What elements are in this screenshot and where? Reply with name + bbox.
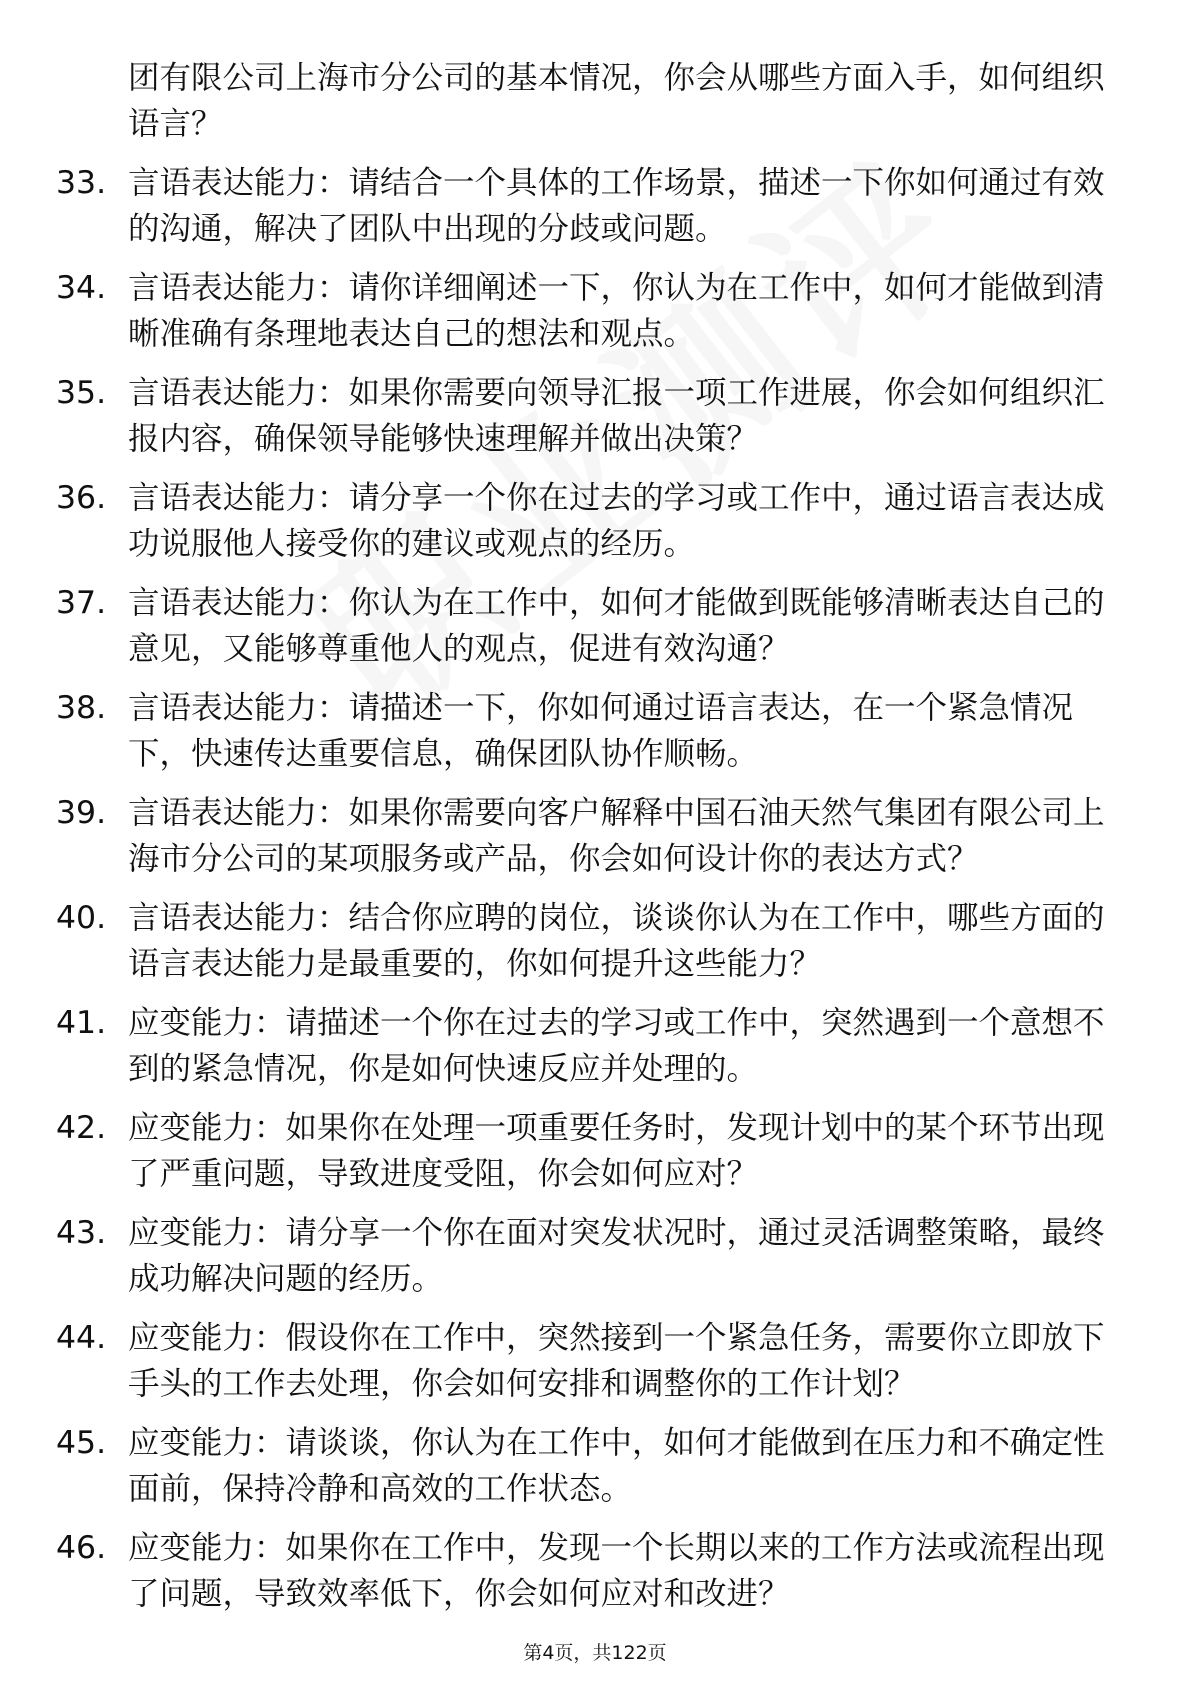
question-text: 言语表达能力：结合你应聘的岗位，谈谈你认为在工作中，哪些方面的语言表达能力是最重要的，你如何提升这些能力？ <box>128 900 1105 982</box>
question-item <box>56 265 1116 357</box>
question-text: 应变能力：如果你在工作中，发现一个长期以来的工作方法或流程出现了问题，导致效率低下，你会如何应对和改进？ <box>128 1530 1105 1612</box>
question-continuation <box>56 55 1116 147</box>
question-item <box>56 685 1116 777</box>
question-item <box>56 370 1116 462</box>
question-text: 应变能力：请谈谈，你认为在工作中，如何才能做到在压力和不确定性面前，保持冷静和高效的工作状态。 <box>128 1425 1105 1507</box>
question-list <box>56 55 1116 1630</box>
question-number: 43. <box>56 1215 107 1251</box>
question-number: 42. <box>56 1110 107 1146</box>
question-item <box>56 1105 1116 1197</box>
question-number: 45. <box>56 1425 107 1461</box>
question-number: 46. <box>56 1530 107 1566</box>
question-text: 言语表达能力：如果你需要向领导汇报一项工作进展，你会如何组织汇报内容，确保领导能够快速理解并做出决策？ <box>128 375 1105 457</box>
question-item <box>56 580 1116 672</box>
question-text: 言语表达能力：请你详细阐述一下，你认为在工作中，如何才能做到清晰准确有条理地表达自己的想法和观点。 <box>128 270 1105 352</box>
question-item <box>56 160 1116 252</box>
question-text: 言语表达能力：请描述一下，你如何通过语言表达，在一个紧急情况下，快速传达重要信息，确保团队协作顺畅。 <box>128 690 1074 772</box>
question-text: 言语表达能力：请结合一个具体的工作场景，描述一下你如何通过有效的沟通，解决了团队中出现的分歧或问题。 <box>128 165 1105 247</box>
question-item <box>56 790 1116 882</box>
question-item <box>56 1420 1116 1512</box>
question-item <box>56 1210 1116 1302</box>
question-text: 应变能力：请描述一个你在过去的学习或工作中，突然遇到一个意想不到的紧急情况，你是如何快速反应并处理的。 <box>128 1005 1105 1087</box>
question-item <box>56 1315 1116 1407</box>
question-text: 团有限公司上海市分公司的基本情况，你会从哪些方面入手，如何组织语言？ <box>128 60 1105 142</box>
question-number: 36. <box>56 480 107 516</box>
question-number: 38. <box>56 690 107 726</box>
question-text: 应变能力：如果你在处理一项重要任务时，发现计划中的某个环节出现了严重问题，导致进度受阻，你会如何应对？ <box>128 1110 1105 1192</box>
question-item <box>56 475 1116 567</box>
question-number: 33. <box>56 165 107 201</box>
page-footer: 第4页，共122页 <box>523 1642 667 1664</box>
question-text: 应变能力：请分享一个你在面对突发状况时，通过灵活调整策略，最终成功解决问题的经历。 <box>128 1215 1105 1297</box>
question-number: 34. <box>56 270 107 306</box>
question-text: 言语表达能力：请分享一个你在过去的学习或工作中，通过语言表达成功说服他人接受你的建议或观点的经历。 <box>128 480 1105 562</box>
question-number: 39. <box>56 795 107 831</box>
question-number: 41. <box>56 1005 107 1041</box>
question-text: 应变能力：假设你在工作中，突然接到一个紧急任务，需要你立即放下手头的工作去处理，你会如何安排和调整你的工作计划？ <box>128 1320 1105 1402</box>
question-text: 言语表达能力：如果你需要向客户解释中国石油天然气集团有限公司上海市分公司的某项服务或产品，你会如何设计你的表达方式？ <box>128 795 1105 877</box>
question-item <box>56 895 1116 987</box>
question-item <box>56 1000 1116 1092</box>
question-number: 37. <box>56 585 107 621</box>
question-item <box>56 1525 1116 1617</box>
question-number: 44. <box>56 1320 107 1356</box>
question-number: 35. <box>56 375 107 411</box>
question-text: 言语表达能力：你认为在工作中，如何才能做到既能够清晰表达自己的意见，又能够尊重他人的观点，促进有效沟通？ <box>128 585 1105 667</box>
question-number: 40. <box>56 900 107 936</box>
